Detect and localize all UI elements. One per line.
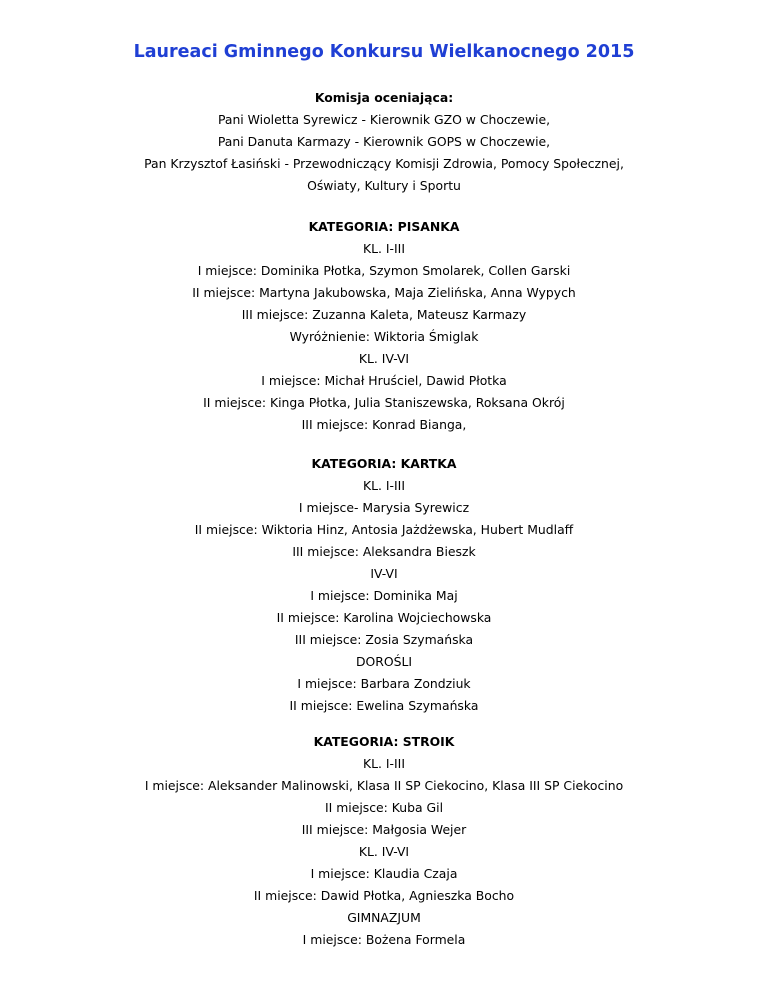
commission-block (0, 87, 768, 197)
result-line: I miejsce: Barbara Zondziuk (297, 676, 471, 691)
section-heading: KATEGORIA: KARTKA (311, 456, 457, 471)
result-line: II miejsce: Kinga Płotka, Julia Staniszewska, Roksana Okrój (203, 395, 565, 410)
class-label: KL. I-III (363, 241, 405, 256)
result-line: II miejsce: Kuba Gil (324, 800, 444, 815)
result-line: III miejsce: Konrad Bianga, (301, 417, 467, 432)
section-heading: KATEGORIA: PISANKA (308, 219, 460, 234)
commission-heading: Komisja oceniająca: (314, 90, 454, 105)
result-line: Wyróżnienie: Wiktoria Śmiglak (289, 329, 479, 344)
result-line: II miejsce: Wiktoria Hinz, Antosia Jażdżewska, Hubert Mudlaff (194, 522, 574, 537)
result-line: I miejsce: Dominika Maj (310, 588, 458, 603)
class-label: KL. IV-VI (358, 351, 410, 366)
class-label: DOROŚLI (355, 654, 413, 669)
result-line: II miejsce: Martyna Jakubowska, Maja Zielińska, Anna Wypych (192, 285, 576, 300)
result-line: I miejsce- Marysia Syrewicz (298, 500, 470, 515)
section-pisanka (0, 216, 768, 436)
result-line: III miejsce: Zuzanna Kaleta, Mateusz Karmazy (241, 307, 527, 322)
section-kartka (0, 453, 768, 717)
commission-line: Oświaty, Kultury i Sportu (307, 178, 461, 193)
class-label: KL. I-III (363, 478, 405, 493)
result-line: II miejsce: Ewelina Szymańska (289, 698, 479, 713)
section-heading: KATEGORIA: STROIK (313, 734, 455, 749)
document-title: Laureaci Gminnego Konkursu Wielkanocnego 2015 (133, 42, 635, 62)
result-line: II miejsce: Karolina Wojciechowska (276, 610, 492, 625)
result-line: III miejsce: Aleksandra Bieszk (292, 544, 476, 559)
class-label: GIMNAZJUM (347, 910, 421, 925)
result-line: III miejsce: Małgosia Wejer (301, 822, 467, 837)
class-label: KL. I-III (363, 756, 405, 771)
result-line: I miejsce: Klaudia Czaja (310, 866, 458, 881)
result-line: I miejsce: Bożena Formela (302, 932, 466, 947)
commission-line: Pan Krzysztof Łasiński - Przewodniczący Komisji Zdrowia, Pomocy Społecznej, (144, 156, 624, 171)
class-label: KL. IV-VI (358, 844, 410, 859)
section-stroik (0, 731, 768, 951)
result-line: III miejsce: Zosia Szymańska (294, 632, 474, 647)
result-line: I miejsce: Dominika Płotka, Szymon Smolarek, Collen Garski (197, 263, 571, 278)
class-label: IV-VI (370, 566, 398, 581)
commission-line: Pani Danuta Karmazy - Kierownik GOPS w Choczewie, (217, 134, 551, 149)
commission-line: Pani Wioletta Syrewicz - Kierownik GZO w Choczewie, (217, 112, 551, 127)
result-line: I miejsce: Aleksander Malinowski, Klasa II SP Ciekocino, Klasa III SP Ciekocino (144, 778, 624, 793)
result-line: II miejsce: Dawid Płotka, Agnieszka Bocho (253, 888, 515, 903)
result-line: I miejsce: Michał Hruściel, Dawid Płotka (261, 373, 507, 388)
